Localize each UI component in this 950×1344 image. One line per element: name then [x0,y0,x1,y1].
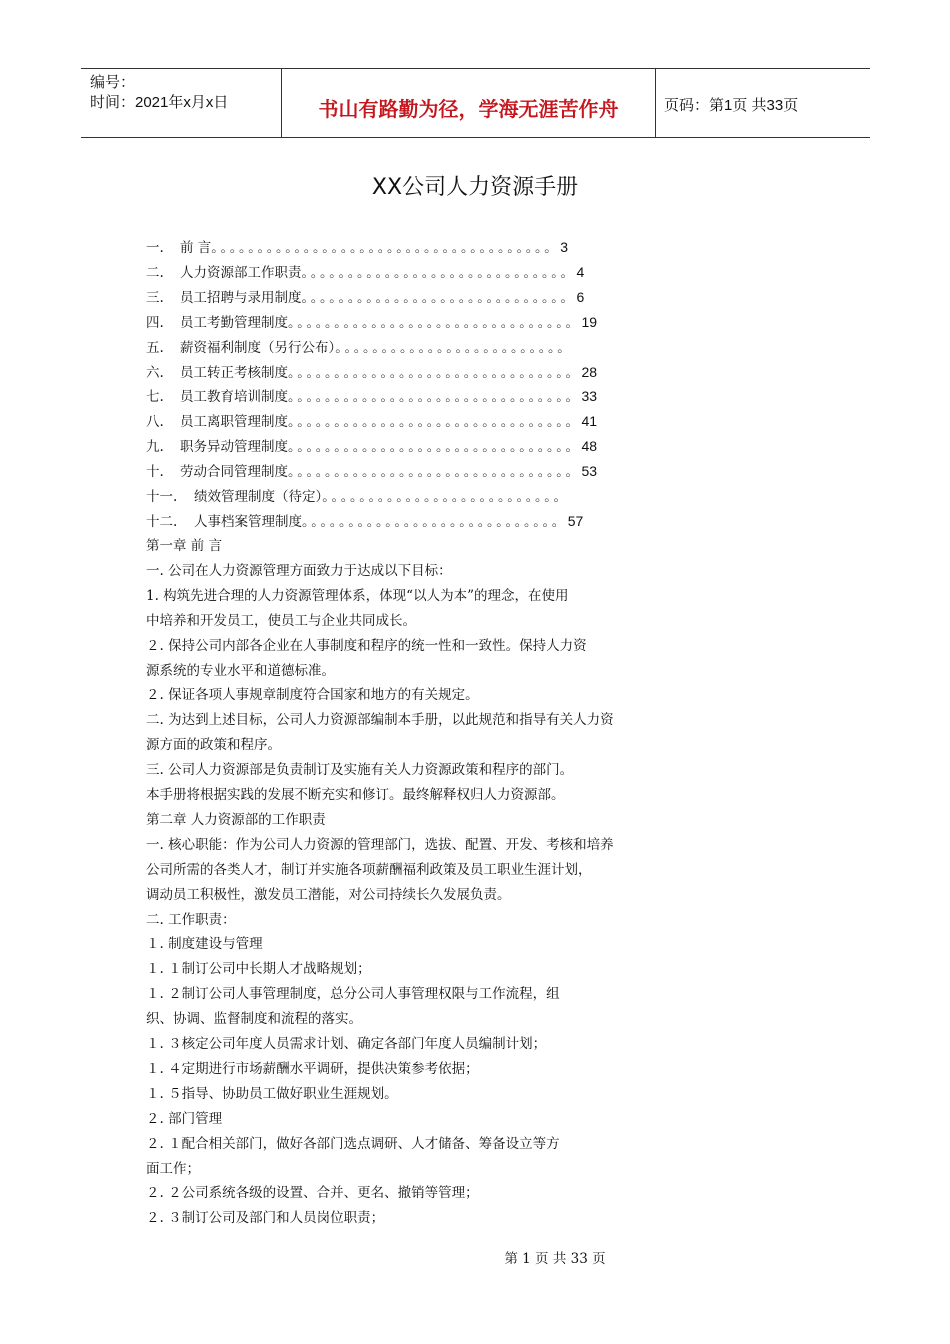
text-line: 源方面的政策和程序。 [146,737,281,754]
toc-entry-number: 十一. [146,489,178,505]
toc-leader-dots: 。。。。。。。。。。。。。。。。。。。。。。。。。。。。。。。 [288,464,582,481]
header-right-cell [655,69,870,137]
toc-leader-dots: 。。。。。。。。。。。。。。。。。。。。。。。。。。。。。 [301,289,577,306]
toc-entry-number: 八. [146,414,164,431]
toc-page-number: 4 [576,263,585,280]
toc-entry-number: 五. [146,339,164,356]
toc-leader-dots: 。。。。。。。。。。。。。。。。。。。。。。。。。。。。。。。 [288,414,582,431]
text-line: 织、协调、监督制度和流程的落实。 [146,1011,362,1028]
toc-entry-title: 员工考勤管理制度 [180,314,288,331]
toc-entry-label-group [180,261,584,281]
toc-entry-label-group [180,336,573,356]
toc-leader-dots: 。。。。。。。。。。。。。。。。。。。。。。。。。。。。 [302,513,568,530]
text-line: １. 制度建设与管理 [146,936,263,953]
text-line: 面工作； [146,1160,200,1177]
toc-page-number: 41 [581,413,598,430]
toc-entry-title: 员工离职管理制度 [180,414,288,431]
text-line: 源系统的专业水平和道德标准。 [146,662,335,679]
toc-entry-label-group [180,286,584,306]
toc-leader-dots: 。。。。。。。。。。。。。。。。。。。。。。。。。。 [322,489,570,505]
toc-entry-label-group [180,385,597,405]
toc-entry-label-group [180,410,597,430]
toc-entry-number: 三. [146,289,164,306]
text-line: １. ５指导、协助员工做好职业生涯规划。 [146,1085,398,1102]
date-label: 时间：2021年x月x日 [90,94,229,111]
page-indicator: 页码：第1页 共33页 [664,97,799,114]
text-line: 一. 公司在人力资源管理方面致力于达成以下目标： [146,562,452,579]
toc-leader-dots: 。。。。。。。。。。。。。。。。。。。。。。。。。 [335,339,574,356]
page-header [81,68,870,138]
toc-leader-dots: 。。。。。。。。。。。。。。。。。。。。。。。。。。。。。。。 [288,364,582,381]
text-line: 1. 构筑先进合理的人力资源管理体系，体现“以人为本”的理念，在使用 [146,587,569,604]
toc-page-number: 19 [581,313,598,330]
toc-entry-number: 六. [146,364,164,381]
toc-entry-label-group [180,435,597,455]
header-left-cell [81,69,281,137]
toc-leader-dots: 。。。。。。。。。。。。。。。。。。。。。。。。。。。。。。。。。。。。。 [211,240,561,256]
toc-entry-label-group [180,460,597,480]
text-line: １. ２制订公司人事管理制度，总分公司人事管理权限与工作流程，组 [146,986,560,1003]
toc-entry-title: 职务异动管理制度 [180,439,288,456]
header-middle-cell [281,69,656,137]
toc-leader-dots: 。。。。。。。。。。。。。。。。。。。。。。。。。。。。。。。 [288,314,582,331]
document-title: XX公司人力资源手册 [371,175,579,200]
toc-page-number: 28 [581,363,598,380]
page-footer: 第 1 页 共 33 页 [504,1251,606,1267]
toc-page-number: 3 [560,239,569,255]
text-line: ２. ３制订公司及部门和人员岗位职责； [146,1210,385,1227]
toc-entry-number: 七. [146,389,164,406]
toc-leader-dots: 。。。。。。。。。。。。。。。。。。。。。。。。。。。。。。。 [288,439,582,456]
text-line: 中培养和开发员工，使员工与企业共同成长。 [146,612,416,629]
text-line: ２. 保证各项人事规章制度符合国家和地方的有关规定。 [146,687,479,704]
motto: 书山有路勤为径，学海无涯苦作舟 [318,97,619,121]
toc-entry-title: 人事档案管理制度 [194,513,302,530]
text-line: 第一章 前 言 [146,538,223,554]
toc-entry-title: 劳动合同管理制度 [180,464,288,481]
text-line: 本手册将根据实践的发展不断充实和修订。最终解释权归人力资源部。 [146,787,565,803]
toc-page-number: 33 [581,388,598,405]
toc-page-number: 57 [567,512,584,529]
toc-entry-title: 员工转正考核制度 [180,364,288,381]
text-line: 公司所需的各类人才，制订并实施各项薪酬福利政策及员工职业生涯计划， [146,861,592,878]
toc-entry-number: 十二. [146,513,178,530]
text-line: １. ４定期进行市场薪酬水平调研，提供决策参考依据； [146,1060,479,1077]
toc-entry-number: 四. [146,314,164,331]
toc-page-number: 53 [581,463,598,480]
toc-entry-label-group [194,485,570,505]
toc-entry-label-group [180,361,597,381]
text-line: １. ３核定公司年度人员需求计划、确定各部门年度人员编制计划； [146,1036,547,1052]
toc-page-number: 6 [576,288,585,305]
toc-leader-dots: 。。。。。。。。。。。。。。。。。。。。。。。。。。。。。。。 [288,389,582,406]
toc-entry-number: 十. [146,464,164,481]
text-line: 三. 公司人力资源部是负责制订及实施有关人力资源政策和程序的部门。 [146,762,574,779]
toc-entry-title: 薪资福利制度（另行公布） [180,339,336,356]
toc-entry-title: 绩效管理制度（待定） [194,489,323,505]
text-line: 一. 核心职能：作为公司人力资源的管理部门，选拔、配置、开发、考核和培养 [146,836,614,853]
toc-entry-label-group [194,510,583,530]
toc-entry-label-group [180,236,568,256]
toc-page-number: 48 [581,438,598,455]
code-label: 编号： [90,74,136,91]
text-line: 调动员工积极性，激发员工潜能，对公司持续长久发展负责。 [146,886,511,903]
text-line: 二. 为达到上述目标，公司人力资源部编制本手册，以此规范和指导有关人力资 [146,712,614,729]
toc-entry-number: 二. [146,264,164,281]
toc-entry-number: 九. [146,439,164,456]
text-line: 二. 工作职责： [146,911,236,928]
text-line: 第二章 人力资源部的工作职责 [146,811,326,828]
toc-entry-title: 员工招聘与录用制度 [180,289,302,306]
toc-entry-title: 前 言 [180,240,212,256]
toc-entry-label-group [180,311,597,331]
text-line: １. １制订公司中长期人才战略规划； [146,961,371,978]
text-line: ２. 保持公司内部各企业在人事制度和程序的统一性和一致性。保持人力资 [146,637,587,654]
toc-entry-title: 员工教育培训制度 [180,389,288,406]
text-line: ２. ２公司系统各级的设置、合并、更名、撤销等管理； [146,1185,479,1202]
toc-entry-title: 人力资源部工作职责 [180,264,302,281]
text-line: ２. 部门管理 [146,1110,223,1127]
toc-entry-number: 一. [146,240,164,256]
text-line: ２. １配合相关部门，做好各部门选点调研、人才储备、筹备设立等方 [146,1135,560,1152]
toc-leader-dots: 。。。。。。。。。。。。。。。。。。。。。。。。。。。。。 [301,264,577,281]
